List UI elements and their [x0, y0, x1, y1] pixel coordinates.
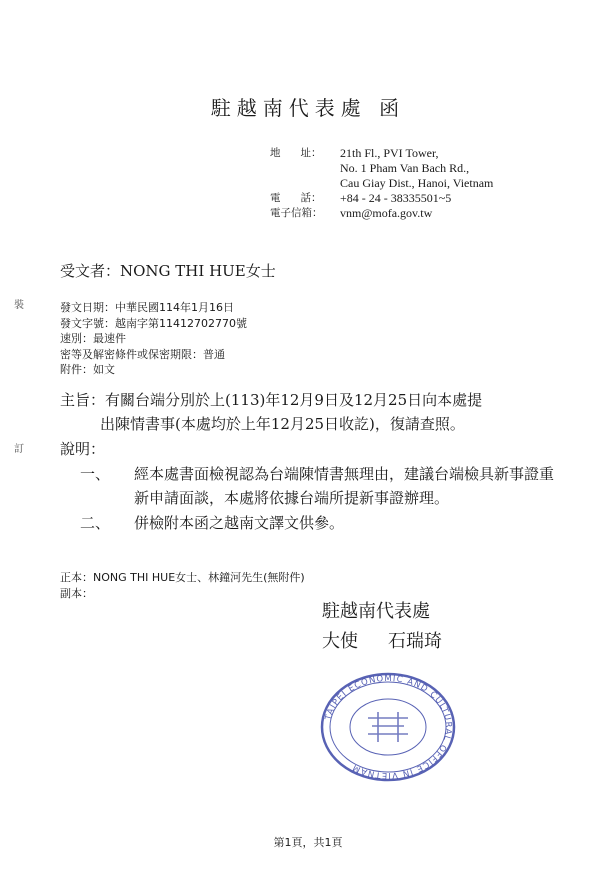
- attachment: 附件：如文: [60, 363, 115, 376]
- item-text: 經本處書面檢視認為台端陳情書無理由，建議台端檢具新事證重新申請面談，本處將依據台端所提新事證辦理。: [134, 465, 555, 507]
- address-label: [270, 161, 340, 176]
- phone-label: 電 話：: [270, 192, 322, 204]
- address-label: 地 址：: [270, 147, 322, 159]
- signatory-title: 大使: [322, 631, 358, 652]
- page-number: 第1頁，共1頁: [273, 836, 343, 849]
- binding-mark-bottom: 訂: [14, 444, 24, 455]
- address-row: [270, 146, 493, 161]
- explanation-heading: 說明：: [60, 440, 106, 458]
- email-value: vnm@mofa.gov.tw: [340, 206, 433, 220]
- official-seal: [318, 670, 458, 785]
- item-text: 併檢附本函之越南文譯文供參。: [134, 514, 345, 532]
- address-row: [270, 176, 493, 191]
- recipient: 受文者：NONG THI HUE女士: [60, 262, 276, 280]
- explanation-item: [60, 511, 560, 535]
- subject-line-2: 出陳情書事(本處均於上年12月25日收訖)，復請查照。: [100, 415, 465, 433]
- address-line-2: No. 1 Pham Van Bach Rd.,: [340, 161, 470, 175]
- seal-text: TAIPEI ECONOMIC AND CULTURAL OFFICE IN VIETNAM: [323, 673, 454, 781]
- address-block: [270, 146, 493, 221]
- item-number: 一、: [80, 465, 111, 483]
- address-line-3: Cau Giay Dist., Hanoi, Vietnam: [340, 176, 494, 190]
- distribution: [60, 570, 305, 602]
- binding-mark-top: 裝: [14, 300, 24, 311]
- delivery-speed: 速別：最速件: [60, 332, 126, 345]
- address-row: [270, 161, 493, 176]
- address-line-1: 21th Fl., PVI Tower,: [340, 146, 439, 160]
- subject-line-1: 主旨：有關台端分別於上(113)年12月9日及12月25日向本處提: [60, 391, 483, 409]
- phone-value: +84 - 24 - 38335501~5: [340, 191, 452, 205]
- explanation-item: [60, 462, 560, 510]
- phone-row: [270, 191, 493, 206]
- signature-block: [322, 597, 442, 657]
- email-label: 電子信箱：: [270, 207, 323, 219]
- copy-recipients: 副本：: [60, 587, 93, 600]
- item-number: 二、: [80, 514, 111, 532]
- explanation: [60, 437, 560, 535]
- email-row: [270, 206, 493, 221]
- issue-date: 發文日期：中華民國114年1月16日: [60, 301, 234, 314]
- signing-office: 駐越南代表處: [322, 601, 430, 622]
- original-recipients: 正本：NONG THI HUE女士、林鐘河先生(無附件): [60, 571, 305, 584]
- address-label: [270, 176, 340, 191]
- subject: [60, 388, 560, 436]
- document-meta: [60, 300, 247, 378]
- letter-title: 駐越南代表處 函: [210, 96, 406, 120]
- confidentiality: 密等及解密條件或保密期限：普通: [60, 347, 225, 361]
- signatory-name: 石瑞琦: [388, 631, 442, 652]
- document-number: 發文字號：越南字第11412702770號: [60, 316, 247, 330]
- signatory: [322, 627, 442, 657]
